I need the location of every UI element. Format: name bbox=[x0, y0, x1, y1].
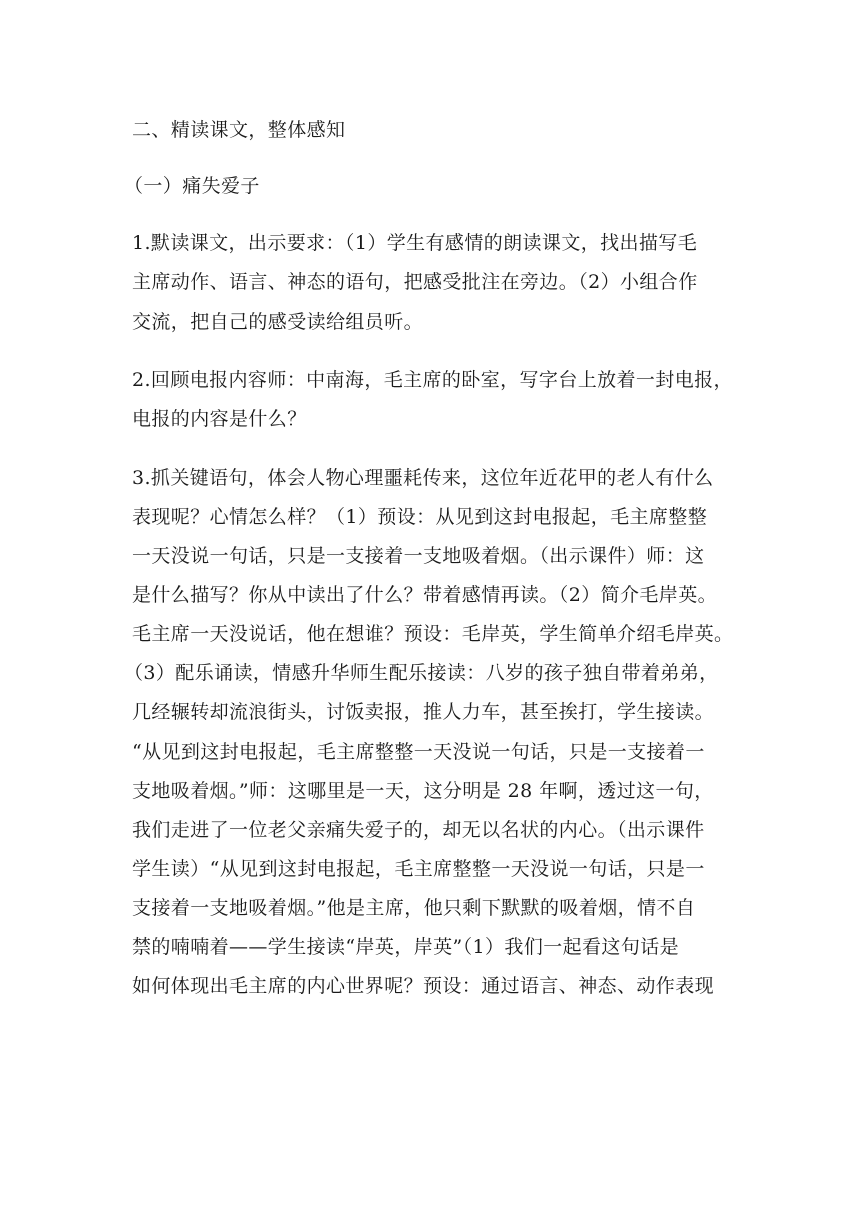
text-line: 一天没说一句话，只是一支接着一支地吸着烟。（出示课件）师：这 bbox=[132, 545, 705, 567]
text-line: 电报的内容是什么？ bbox=[132, 408, 307, 430]
text-line: 毛主席一天没说话，他在想谁？预设：毛岸英，学生简单介绍毛岸英。 bbox=[132, 623, 734, 645]
text-line: 3.抓关键语句，体会人物心理噩耗传来，这位年近花甲的老人有什么 bbox=[132, 467, 714, 489]
text-line: 1.默读课文，出示要求：（1）学生有感情的朗读课文，找出描写毛 bbox=[132, 232, 698, 254]
text-line: 主席动作、语言、神态的语句，把感受批注在旁边。（2）小组合作 bbox=[132, 271, 698, 293]
subsection-heading: （一）痛失爱子 bbox=[124, 175, 260, 197]
text-line: 支接着一支地吸着烟。”他是主席，他只剩下默默的吸着烟，情不自 bbox=[132, 897, 696, 919]
text-line: 表现呢？心情怎么样？（1）预设：从见到这封电报起，毛主席整整 bbox=[132, 506, 708, 528]
text-line: 禁的喃喃着——学生接读“岸英，岸英”（1）我们一起看这句话是 bbox=[132, 936, 680, 958]
text-line: 学生读）“从见到这封电报起，毛主席整整一天没说一句话，只是一 bbox=[132, 858, 705, 880]
text-line: （3）配乐诵读，情感升华师生配乐接读：八岁的孩子独自带着弟弟， bbox=[124, 662, 719, 684]
text-line: 是什么描写？你从中读出了什么？带着感情再读。（2）简介毛岸英。 bbox=[132, 584, 717, 606]
text-line: 我们走进了一位老父亲痛失爱子的，却无以名状的内心。（出示课件 bbox=[132, 819, 705, 841]
text-line: 如何体现出毛主席的内心世界呢？预设：通过语言、神态、动作表现 bbox=[132, 975, 715, 997]
text-line: “从见到这封电报起，毛主席整整一天没说一句话，只是一支接着一 bbox=[132, 741, 705, 763]
text-line: 交流，把自己的感受读给组员听。 bbox=[132, 311, 424, 333]
section-heading: 二、精读课文，整体感知 bbox=[132, 119, 346, 141]
text-line: 支地吸着烟。”师：这哪里是一天，这分明是 28 年啊，透过这一句， bbox=[132, 780, 714, 802]
text-line: 几经辗转却流浪街头，讨饭卖报，推人力车，甚至挨打，学生接读。 bbox=[132, 701, 715, 723]
text-line: 2.回顾电报内容师：中南海，毛主席的卧室，写字台上放着一封电报， bbox=[132, 369, 733, 391]
